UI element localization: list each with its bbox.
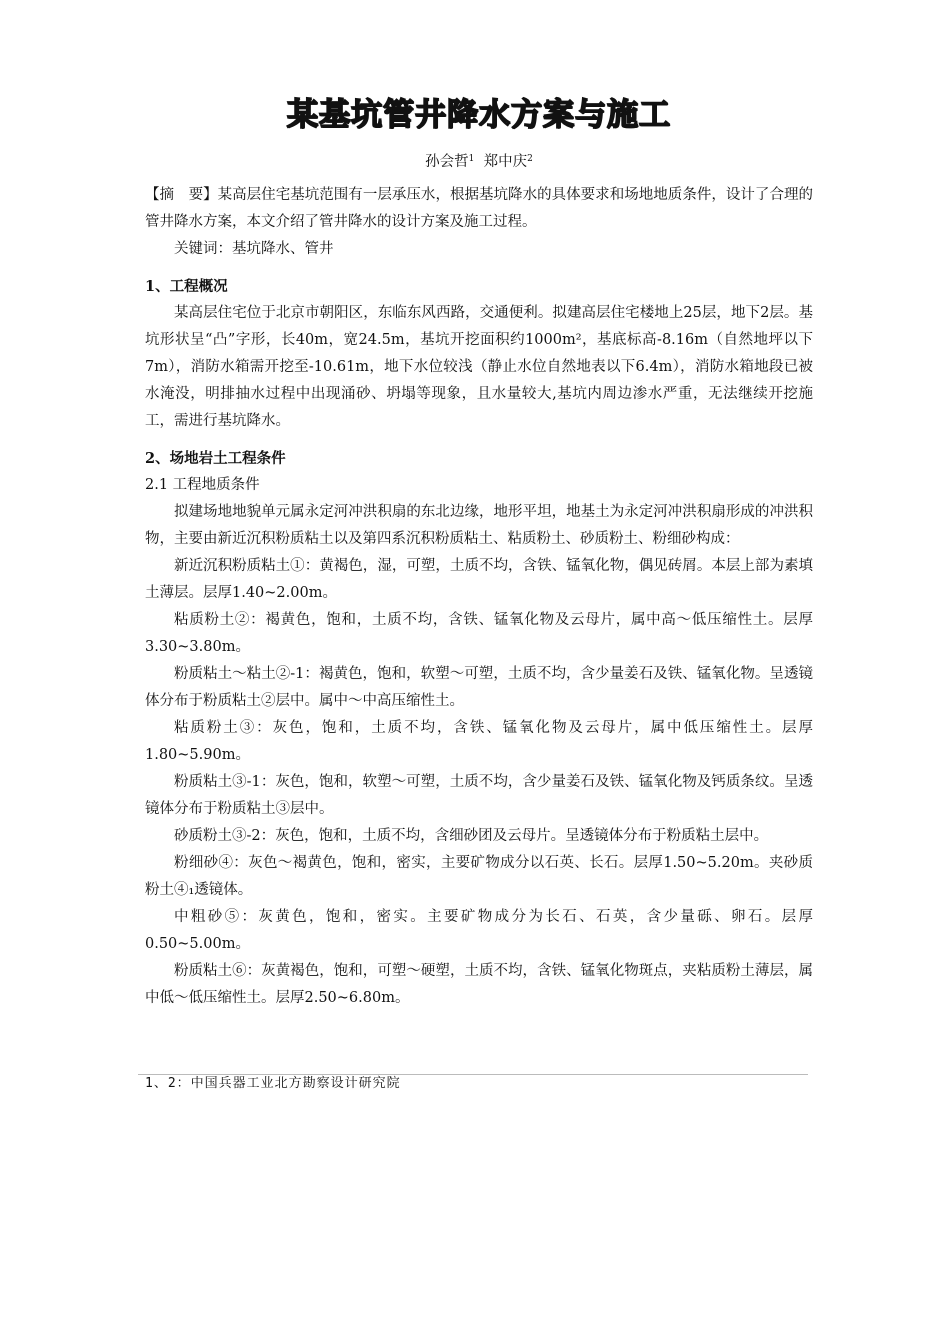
paper-page (145, 92, 813, 1012)
author-affiliation-mark: 1 (468, 154, 475, 164)
keywords-line: 关键词：基坑降水、管井 (174, 241, 334, 257)
soil-layer-paragraph: 粘质粉土③：灰色，饱和，土质不均，含铁、锰氧化物及云母片，属中低压缩性土。层厚1.80~5.90m。 (145, 720, 813, 763)
soil-layer-paragraph: 中粗砂⑤：灰黄色，饱和，密实。主要矿物成分为长石、石英，含少量砾、卵石。层厚0.50~5.00m。 (145, 909, 813, 952)
section-heading: 1、工程概况 (145, 278, 228, 295)
author-affiliation-mark: 2 (527, 154, 533, 164)
soil-layer-paragraph: 砂质粉土③-2：灰色，饱和，土质不均，含细砂团及云母片。呈透镜体分布于粉质粘土层中。 (174, 828, 769, 844)
author-name: 孙会哲 (425, 154, 469, 170)
soil-layer-paragraph: 粘质粉土②：褐黄色，饱和，土质不均，含铁、锰氧化物及云母片，属中高～低压缩性土。层厚3.30~3.80m。 (145, 612, 813, 655)
section-paragraph: 某高层住宅位于北京市朝阳区，东临东风西路，交通便利。拟建高层住宅楼地上25层，地下2层。基坑形状呈“凸”字形，长40m，宽24.5m，基坑开挖面积约1000m²，基底标高-8.16m（自然地坪以下7m），消防水箱需开挖至-10.61m，地下水位较浅（静止水位自然地表以下6.4m），消防水箱地段已被水淹没，明排抽水过程中出现涌砂、坍塌等现象，且水量较大,基坑内周边渗水严重，无法继续开挖施工，需进行基坑降水。 (145, 305, 813, 429)
soil-layer-paragraph: 粉质粘土③-1：灰色，饱和，软塑～可塑，土质不均，含少量姜石及铁、锰氧化物及钙质条纹。呈透镜体分布于粉质粘土③层中。 (145, 774, 813, 817)
abstract-text: 【摘 要】某高层住宅基坑范围有一层承压水，根据基坑降水的具体要求和场地地质条件，设计了合理的管井降水方案，本文介绍了管井降水的设计方案及施工过程。 (145, 187, 813, 230)
paper-title: 某基坑管井降水方案与施工 (287, 97, 671, 133)
section-paragraph: 拟建场地地貌单元属永定河冲洪积扇的东北边缘，地形平坦，地基土为永定河冲洪积扇形成的冲洪积物，主要由新近沉积粉质粘土以及第四系沉积粉质粘土、粘质粉土、砂质粉土、粉细砂构成： (145, 504, 813, 547)
subsection-heading: 2.1 工程地质条件 (145, 477, 260, 493)
author-line (145, 148, 813, 170)
footnote-affiliation: 1、2：中国兵器工业北方勘察设计研究院 (145, 1076, 401, 1091)
footnote-divider (138, 1074, 808, 1075)
soil-layer-paragraph: 粉质粘土⑥：灰黄褐色，饱和，可塑～硬塑，土质不均，含铁、锰氧化物斑点，夹粘质粉土薄层，属中低～低压缩性土。层厚2.50~6.80m。 (145, 963, 813, 1006)
author-name: 郑中庆 (483, 154, 528, 170)
soil-layer-paragraph: 粉细砂④：灰色～褐黄色，饱和，密实，主要矿物成分以石英、长石。层厚1.50~5.20m。夹砂质粉土④₁透镜体。 (145, 855, 813, 898)
section-heading: 2、场地岩土工程条件 (145, 450, 286, 467)
soil-layer-paragraph: 粉质粘土～粘土②-1：褐黄色，饱和，软塑～可塑，土质不均，含少量姜石及铁、锰氧化物。呈透镜体分布于粉质粘土②层中。属中～中高压缩性土。 (145, 666, 813, 709)
soil-layer-paragraph: 新近沉积粉质粘土①：黄褐色，湿，可塑，土质不均，含铁、锰氧化物，偶见砖屑。本层上部为素填土薄层。层厚1.40~2.00m。 (145, 558, 813, 601)
